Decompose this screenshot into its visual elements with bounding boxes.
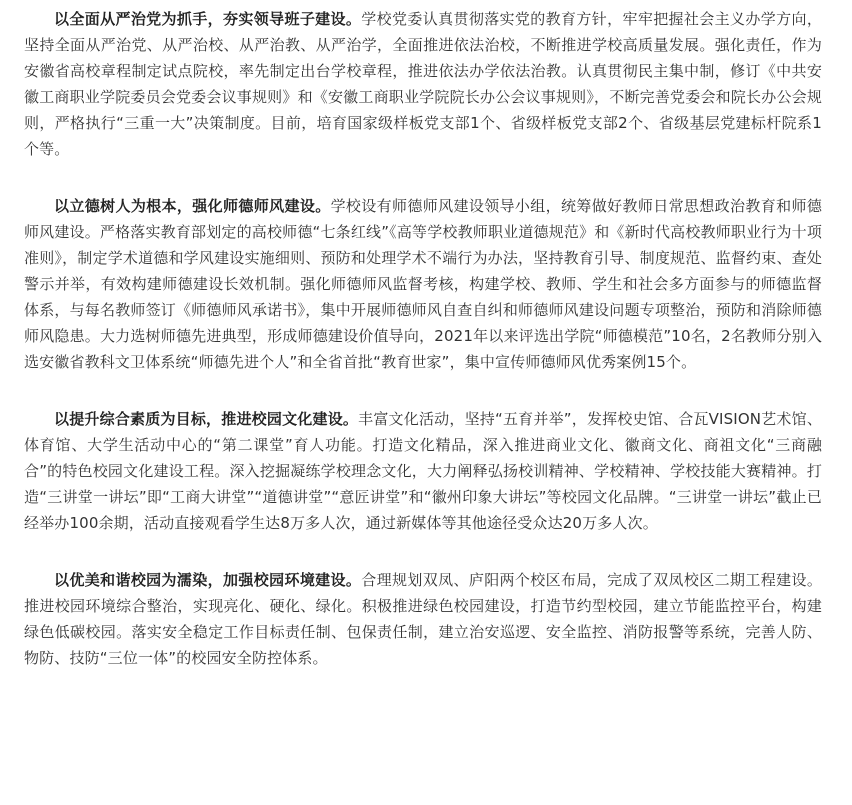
paragraph-text: 合理规划双凤、庐阳两个校区布局，完成了双凤校区二期工程建设。推进校园环境综合整治，实现亮化、硬化、绿化。积极推进绿色校园建设，打造节约型校园，建立节能监控平台，构建绿色低碳校园。落实安全稳定工作目标责任制、包保责任制，建立治安巡逻、安全监控、消防报警等系统，完善人防、物防、技防“三位一体”的校园安全防控体系。 xyxy=(24,571,822,667)
paragraph-leadership xyxy=(24,6,822,162)
paragraph-text: 学校党委认真贯彻落实党的教育方针，牢牢把握社会主义办学方向，坚持全面从严治党、从严治校、从严治教、从严治学，全面推进依法治校，不断推进学校高质量发展。强化责任，作为安徽省高校章程制定试点院校，率先制定出台学校章程，推进依法办学依法治教。认真贯彻民主集中制，修订《中共安徽工商职业学院委员会党委会议事规则》和《安徽工商职业学院院长办公会议事规则》，不断完善党委会和院长办公会规则，严格执行“三重一大”决策制度。目前，培育国家级样板党支部1个、省级样板党支部2个、省级基层党建标杆院系1个等。 xyxy=(24,10,822,158)
paragraph-culture xyxy=(24,406,822,536)
paragraph-environment xyxy=(24,567,822,671)
paragraph-heading: 以提升综合素质为目标，推进校园文化建设。 xyxy=(54,410,359,428)
paragraph-heading: 以优美和谐校园为濡染，加强校园环境建设。 xyxy=(54,571,362,589)
paragraph-text: 学校设有师德师风建设领导小组，统筹做好教师日常思想政治教育和师德师风建设。严格落实教育部划定的高校师德“七条红线”《高等学校教师职业道德规范》和《新时代高校教师职业行为十项准则》，制定学术道德和学风建设实施细则、预防和处理学术不端行为办法，坚持教育引导、制度规范、监督约束、查处警示并举，有效构建师德建设长效机制。强化师德师风监督考核，构建学校、教师、学生和社会多方面参与的师德监督体系，与每名教师签订《师德师风承诺书》，集中开展师德师风自查自纠和师德师风建设问题专项整治，预防和消除师德师风隐患。大力选树师德先进典型，形成师德建设价值导向，2021年以来评选出学院“师德模范”10名，2名教师分别入选安徽省教科文卫体系统“师德先进个人”和全省首批“教育世家”，集中宣传师德师风优秀案例15个。 xyxy=(24,197,822,371)
paragraph-heading: 以全面从严治党为抓手，夯实领导班子建设。 xyxy=(54,10,362,28)
paragraph-heading: 以立德树人为根本，强化师德师风建设。 xyxy=(54,197,331,215)
paragraph-text: 丰富文化活动，坚持“五育并举”，发挥校史馆、合瓦VISION艺术馆、体育馆、大学生活动中心的“第二课堂”育人功能。打造文化精品，深入推进商业文化、徽商文化、商祖文化“三商融合”的特色校园文化建设工程。深入挖掘凝练学校理念文化，大力阐释弘扬校训精神、学校精神、学校技能大赛精神。打造“三讲堂一讲坛”即“工商大讲堂”“道德讲堂”“意匠讲堂”和“徽州印象大讲坛”等校园文化品牌。“三讲堂一讲坛”截止已经举办100余期，活动直接观看学生达8万多人次，通过新媒体等其他途径受众达20万多人次。 xyxy=(24,410,822,532)
paragraph-ethics xyxy=(24,193,822,375)
